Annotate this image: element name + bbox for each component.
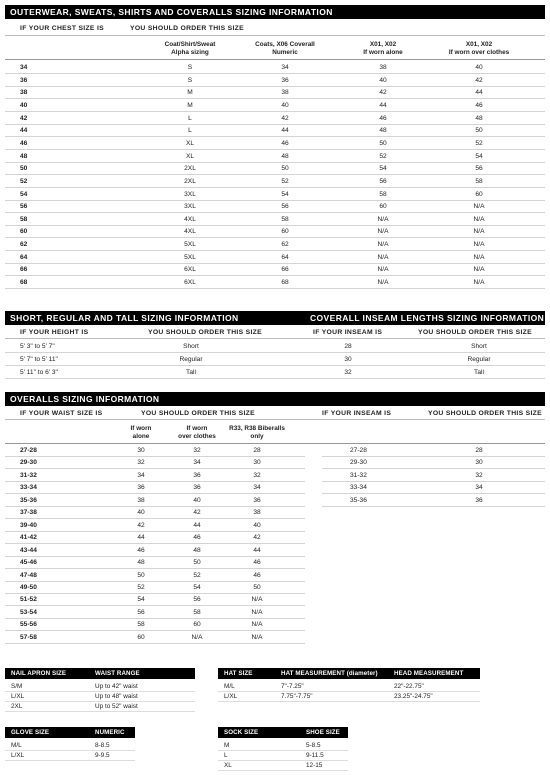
row-divider	[322, 506, 545, 507]
apron-cell: Up to 48" waist	[95, 693, 138, 700]
outerwear-col-chest: IF YOUR CHEST SIZE IS	[20, 25, 104, 32]
waist-size: 31-32	[20, 471, 37, 479]
height-size: Short	[183, 343, 199, 350]
chest-size: 60	[20, 228, 28, 236]
worn-over-size: N/A	[191, 633, 203, 641]
alpha-size: S	[187, 64, 193, 71]
sock-cell: L	[224, 752, 228, 759]
worn-alone-size: 52	[379, 152, 387, 160]
hat-cell: L/XL	[224, 693, 238, 700]
row-divider	[5, 162, 545, 163]
row-divider	[5, 250, 545, 251]
apron-cell: Up to 42" waist	[95, 683, 138, 690]
overalls-title: OVERALLS SIZING INFORMATION	[5, 392, 545, 406]
row-divider	[5, 556, 305, 557]
alpha-size: 4XL	[184, 215, 196, 223]
sock-header-label: SHOE SIZE	[306, 729, 340, 736]
numeric-size: 50	[281, 165, 289, 173]
row-divider	[5, 275, 545, 276]
row-divider	[5, 187, 545, 188]
worn-alone-size: 30	[137, 447, 145, 454]
numeric-size: 66	[281, 266, 289, 274]
outerwear-header: Coat/Shirt/Sweat Alpha sizing	[164, 41, 216, 56]
glove-header-label: NUMERIC	[95, 729, 125, 736]
chest-size: 44	[20, 127, 28, 135]
alpha-size: S	[187, 76, 193, 84]
worn-alone-size: 42	[137, 521, 145, 529]
overalls-header: R33, R38 Biberalls only	[229, 425, 285, 440]
row-divider	[5, 111, 545, 112]
biberall-size: N/A	[251, 621, 263, 629]
numeric-size: 44	[281, 127, 289, 135]
alpha-size: XL	[185, 139, 195, 147]
worn-over-size: 60	[475, 190, 483, 198]
worn-alone-size: 46	[379, 114, 387, 122]
waist-size: 35-36	[20, 496, 37, 504]
biberall-size: 44	[253, 546, 261, 554]
inseam-length: 29-30	[350, 459, 367, 467]
overalls-header: If worn alone	[130, 425, 152, 440]
row-divider	[5, 518, 305, 519]
worn-over-size: 36	[193, 484, 201, 492]
row-divider	[5, 443, 545, 444]
row-divider	[5, 531, 305, 532]
overalls-col-order2: YOU SHOULD ORDER THIS SIZE	[428, 410, 542, 417]
chest-size: 58	[20, 215, 28, 223]
outerwear-divider	[5, 35, 545, 36]
worn-alone-size: 52	[137, 583, 145, 591]
overalls-header: If worn over clothes	[178, 425, 216, 440]
outerwear-header: Coats, X06 Coverall Numeric	[255, 41, 315, 56]
inseam-title: COVERALL INSEAM LENGTHS SIZING INFORMATION	[305, 311, 545, 325]
hat-cell: 22"-22.75"	[394, 683, 424, 690]
overalls-col-waist: IF YOUR WAIST SIZE IS	[20, 410, 103, 417]
biberall-size: 46	[253, 559, 261, 567]
outerwear-header: X01, X02 If worn over clothes	[448, 41, 510, 56]
worn-alone-size: 50	[379, 139, 387, 147]
worn-over-size: 44	[193, 521, 201, 529]
inseam-size: 30	[475, 459, 483, 467]
height-range: 5' 11" to 6' 3"	[20, 369, 58, 376]
row-divider	[5, 581, 305, 582]
chest-size: 62	[20, 241, 28, 249]
worn-over-size: 58	[475, 177, 483, 185]
hat-header-label: HAT SIZE	[224, 670, 253, 677]
inseam-col-order: YOU SHOULD ORDER THIS SIZE	[418, 329, 532, 336]
outerwear-col-order: YOU SHOULD ORDER THIS SIZE	[130, 25, 244, 32]
worn-over-size: 34	[193, 459, 201, 467]
inseam-size: Short	[471, 343, 487, 350]
row-divider	[5, 468, 305, 469]
height-divider	[5, 338, 545, 339]
chest-size: 52	[20, 177, 28, 185]
row-divider	[5, 543, 305, 544]
glove-cell: M/L	[11, 742, 22, 749]
hat-cell: 7"-7.25"	[281, 683, 304, 690]
row-divider	[5, 174, 545, 175]
inseam-length: 27-28	[350, 447, 367, 454]
worn-over-size: 56	[475, 165, 483, 173]
alpha-size: 4XL	[184, 228, 196, 236]
worn-alone-size: 60	[379, 203, 387, 211]
biberall-size: 40	[253, 521, 261, 529]
sock-header-label: SOCK SIZE	[224, 729, 259, 736]
row-divider	[5, 59, 545, 60]
row-divider	[5, 568, 305, 569]
worn-over-size: N/A	[473, 203, 485, 211]
biberall-size: 46	[253, 571, 261, 579]
biberall-size: N/A	[251, 633, 263, 641]
worn-alone-size: 40	[379, 76, 387, 84]
height-col-height: IF YOUR HEIGHT IS	[20, 329, 89, 336]
apron-cell: S/M	[11, 683, 23, 690]
sock-cell: XL	[224, 762, 232, 769]
height-title: SHORT, REGULAR AND TALL SIZING INFORMATION	[5, 311, 305, 325]
inseam-size: 28	[475, 447, 483, 454]
numeric-size: 40	[281, 101, 289, 109]
sock-header	[218, 727, 348, 738]
height-size: Regular	[179, 356, 203, 363]
numeric-size: 36	[281, 76, 289, 84]
row-divider	[5, 760, 135, 761]
row-divider	[5, 711, 195, 712]
numeric-size: 68	[281, 279, 289, 287]
row-divider	[5, 618, 305, 619]
worn-alone-size: 42	[379, 89, 387, 97]
row-divider	[218, 770, 348, 771]
glove-header	[5, 727, 135, 738]
worn-alone-size: 60	[137, 633, 145, 641]
worn-alone-size: 50	[137, 571, 145, 579]
worn-alone-size: 58	[379, 190, 387, 198]
waist-size: 57-58	[20, 633, 37, 641]
worn-alone-size: N/A	[377, 241, 389, 249]
worn-over-size: N/A	[473, 253, 485, 261]
worn-over-size: 60	[193, 621, 201, 629]
waist-size: 51-52	[20, 596, 37, 604]
biberall-size: 42	[253, 534, 261, 542]
glove-header-label: GLOVE SIZE	[11, 729, 50, 736]
row-divider	[5, 212, 545, 213]
worn-over-size: 48	[475, 114, 483, 122]
height-range: 5' 7" to 5' 11"	[20, 356, 58, 363]
waist-size: 45-46	[20, 559, 37, 567]
biberall-size: 32	[253, 471, 261, 479]
alpha-size: 3XL	[184, 190, 196, 198]
worn-over-size: 40	[475, 64, 483, 71]
worn-over-size: 52	[475, 139, 483, 147]
numeric-size: 54	[281, 190, 289, 198]
numeric-size: 42	[281, 114, 289, 122]
hat-cell: 23.25"-24.75"	[394, 693, 433, 700]
row-divider	[322, 456, 545, 457]
biberall-size: 38	[253, 509, 261, 517]
inseam-size: Regular	[467, 356, 491, 363]
apron-cell: L/XL	[11, 693, 25, 700]
row-divider	[5, 86, 545, 87]
outerwear-title: OUTERWEAR, SWEATS, SHIRTS AND COVERALLS SIZING INFORMATION	[5, 5, 545, 19]
worn-alone-size: N/A	[377, 228, 389, 236]
worn-over-size: 58	[193, 608, 201, 616]
worn-alone-size: 34	[137, 471, 145, 479]
overalls-col-order: YOU SHOULD ORDER THIS SIZE	[141, 410, 255, 417]
numeric-size: 60	[281, 228, 289, 236]
row-divider	[218, 750, 348, 751]
row-divider	[5, 481, 305, 482]
waist-size: 27-28	[20, 447, 37, 454]
waist-size: 37-38	[20, 509, 37, 517]
alpha-size: 2XL	[184, 165, 196, 173]
outerwear-header: X01, X02 If worn alone	[363, 41, 403, 56]
worn-alone-size: 36	[137, 484, 145, 492]
row-divider	[5, 200, 545, 201]
biberall-size: 28	[253, 447, 261, 454]
sock-cell: 12-15	[306, 762, 323, 769]
numeric-size: 64	[281, 253, 289, 261]
glove-cell: 9-9.5	[95, 752, 110, 759]
alpha-size: 5XL	[184, 253, 196, 261]
row-divider	[5, 378, 545, 379]
row-divider	[5, 593, 305, 594]
worn-over-size: 46	[475, 101, 483, 109]
inseam-length: 31-32	[350, 471, 367, 479]
sock-cell: 9-11.5	[306, 752, 324, 759]
overalls-divider	[5, 419, 545, 420]
sock-cell: M	[224, 742, 230, 749]
hat-header	[218, 668, 480, 679]
row-divider	[218, 760, 348, 761]
waist-size: 49-50	[20, 583, 37, 591]
biberall-size: 34	[253, 484, 261, 492]
worn-alone-size: 56	[137, 608, 145, 616]
row-divider	[5, 493, 305, 494]
numeric-size: 52	[281, 177, 289, 185]
worn-over-size: 46	[193, 534, 201, 542]
chest-size: 56	[20, 203, 28, 211]
numeric-size: 34	[281, 64, 289, 71]
worn-over-size: 52	[193, 571, 201, 579]
chest-size: 34	[20, 64, 28, 71]
waist-size: 53-54	[20, 608, 37, 616]
alpha-size: M	[187, 101, 193, 109]
worn-alone-size: 46	[137, 546, 145, 554]
apron-cell: 2XL	[11, 703, 23, 710]
chest-size: 36	[20, 76, 28, 84]
worn-alone-size: N/A	[377, 279, 389, 287]
chest-size: 54	[20, 190, 28, 198]
chest-size: 46	[20, 139, 28, 147]
worn-alone-size: N/A	[377, 253, 389, 261]
row-divider	[5, 506, 305, 507]
inseam-length: 33-34	[350, 484, 367, 492]
row-divider	[5, 750, 135, 751]
row-divider	[5, 73, 545, 74]
chest-size: 50	[20, 165, 28, 173]
row-divider	[218, 691, 480, 692]
row-divider	[5, 630, 305, 631]
worn-over-size: 44	[475, 89, 483, 97]
hat-header-label: HEAD MEASUREMENT	[394, 670, 464, 677]
numeric-size: 48	[281, 152, 289, 160]
glove-cell: 8-8.5	[95, 742, 110, 749]
height-size: Tall	[186, 369, 196, 376]
chest-size: 38	[20, 89, 28, 97]
biberall-size: 36	[253, 496, 261, 504]
alpha-size: 3XL	[184, 203, 196, 211]
row-divider	[5, 456, 305, 457]
worn-over-size: 42	[475, 76, 483, 84]
alpha-size: M	[187, 89, 193, 97]
inseam-size: 34	[475, 484, 483, 492]
sock-cell: 5-8.5	[306, 742, 321, 749]
alpha-size: 5XL	[184, 241, 196, 249]
chest-size: 40	[20, 101, 28, 109]
numeric-size: 56	[281, 203, 289, 211]
numeric-size: 58	[281, 215, 289, 223]
worn-alone-size: 48	[379, 127, 387, 135]
waist-size: 29-30	[20, 459, 37, 467]
worn-over-size: 32	[193, 447, 201, 454]
worn-alone-size: 38	[137, 496, 145, 504]
row-divider	[5, 124, 545, 125]
row-divider	[5, 288, 545, 289]
worn-over-size: 50	[475, 127, 483, 135]
inseam-length: 30	[344, 356, 352, 363]
row-divider	[5, 365, 545, 366]
inseam-size: Tall	[474, 369, 484, 376]
worn-alone-size: N/A	[377, 215, 389, 223]
inseam-length: 35-36	[350, 496, 367, 504]
worn-over-size: N/A	[473, 266, 485, 274]
waist-size: 47-48	[20, 571, 37, 579]
waist-size: 55-56	[20, 621, 37, 629]
hat-cell: M/L	[224, 683, 235, 690]
chest-size: 42	[20, 114, 28, 122]
alpha-size: XL	[185, 152, 195, 160]
worn-alone-size: 44	[379, 101, 387, 109]
alpha-size: 2XL	[184, 177, 196, 185]
worn-alone-size: 58	[137, 621, 145, 629]
biberall-size: N/A	[251, 596, 263, 604]
worn-alone-size: 48	[137, 559, 145, 567]
worn-alone-size: 54	[379, 165, 387, 173]
worn-alone-size: 56	[379, 177, 387, 185]
worn-over-size: N/A	[473, 241, 485, 249]
apron-header-label: WAIST RANGE	[95, 670, 140, 677]
numeric-size: 62	[281, 241, 289, 249]
chest-size: 68	[20, 279, 28, 287]
height-range: 5' 3" to 5' 7"	[20, 343, 55, 350]
waist-size: 39-40	[20, 521, 37, 529]
inseam-length: 28	[344, 343, 352, 350]
worn-alone-size: 54	[137, 596, 145, 604]
apron-cell: Up to 52" waist	[95, 703, 138, 710]
row-divider	[5, 263, 545, 264]
waist-size: 43-44	[20, 546, 37, 554]
waist-size: 41-42	[20, 534, 37, 542]
worn-over-size: N/A	[473, 279, 485, 287]
worn-over-size: 54	[475, 152, 483, 160]
biberall-size: 30	[253, 459, 261, 467]
row-divider	[5, 352, 545, 353]
overalls-col-inseam: IF YOUR INSEAM IS	[322, 410, 392, 417]
worn-over-size: 42	[193, 509, 201, 517]
biberall-size: N/A	[251, 608, 263, 616]
worn-over-size: 48	[193, 546, 201, 554]
inseam-length: 32	[344, 369, 352, 376]
chest-size: 64	[20, 253, 28, 261]
alpha-size: L	[188, 114, 192, 122]
row-divider	[218, 701, 480, 702]
chest-size: 66	[20, 266, 28, 274]
waist-size: 33-34	[20, 484, 37, 492]
glove-cell: L/XL	[11, 752, 25, 759]
chest-size: 48	[20, 152, 28, 160]
height-col-order: YOU SHOULD ORDER THIS SIZE	[148, 329, 262, 336]
apron-header	[5, 668, 195, 679]
alpha-size: L	[188, 127, 192, 135]
inseam-col-inseam: IF YOUR INSEAM IS	[313, 329, 383, 336]
row-divider	[322, 493, 545, 494]
inseam-size: 36	[475, 496, 483, 504]
numeric-size: 38	[281, 89, 289, 97]
worn-alone-size: 40	[137, 509, 145, 517]
row-divider	[5, 605, 305, 606]
row-divider	[5, 237, 545, 238]
row-divider	[322, 468, 545, 469]
inseam-size: 32	[475, 471, 483, 479]
worn-alone-size: 38	[379, 64, 387, 71]
worn-over-size: 36	[193, 471, 201, 479]
row-divider	[5, 98, 545, 99]
hat-header-label: HAT MEASUREMENT (diameter)	[281, 670, 378, 677]
worn-over-size: 56	[193, 596, 201, 604]
worn-over-size: 54	[193, 583, 201, 591]
alpha-size: 6XL	[184, 266, 196, 274]
worn-alone-size: N/A	[377, 266, 389, 274]
worn-over-size: 40	[193, 496, 201, 504]
hat-cell: 7.75"-7.75"	[281, 693, 313, 700]
worn-alone-size: 44	[137, 534, 145, 542]
row-divider	[5, 225, 545, 226]
worn-alone-size: 32	[137, 459, 145, 467]
apron-header-label: NAIL APRON SIZE	[11, 670, 67, 677]
worn-over-size: N/A	[473, 228, 485, 236]
biberall-size: 50	[253, 583, 261, 591]
numeric-size: 46	[281, 139, 289, 147]
worn-over-size: 50	[193, 559, 201, 567]
row-divider	[5, 149, 545, 150]
alpha-size: 6XL	[184, 279, 196, 287]
row-divider	[5, 643, 305, 644]
worn-over-size: N/A	[473, 215, 485, 223]
row-divider	[322, 481, 545, 482]
row-divider	[5, 136, 545, 137]
